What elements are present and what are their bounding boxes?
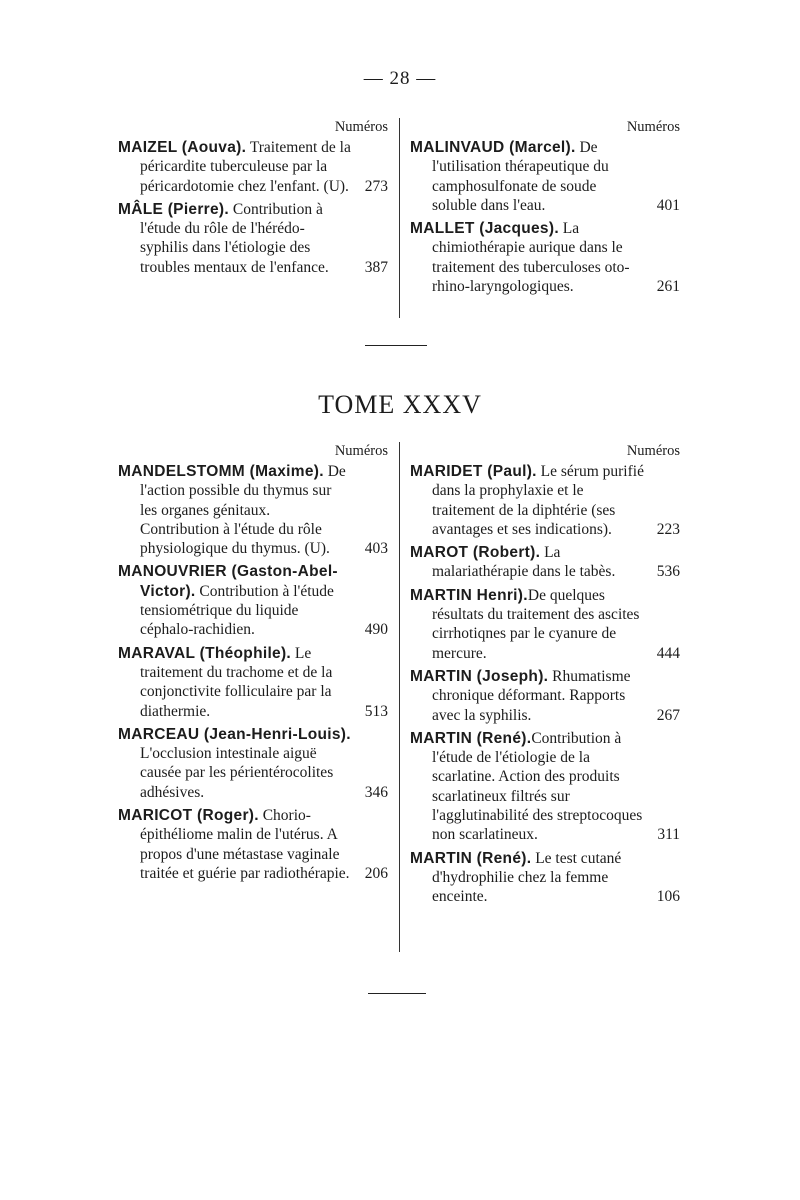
- bottom-section: [118, 442, 680, 952]
- index-entry: [410, 849, 680, 907]
- index-entry: [410, 462, 680, 539]
- thesis-number: 387: [364, 258, 388, 276]
- thesis-title: Rhumatisme chronique déformant. Rapports avec la syphilis.: [432, 667, 631, 724]
- thesis-title: Contribution à l'étude tensiométrique du liquide céphalo-rachidien.: [140, 582, 334, 639]
- author-name: MARAVAL (Théophile).: [118, 644, 292, 662]
- thesis-number: 346: [364, 783, 388, 801]
- thesis-title: Le sérum purifié dans la prophylaxie et le traitement de la diphtérie (ses avantages et ses indications).: [432, 463, 644, 538]
- thesis-title: La malariathérapie dans le tabès.: [432, 544, 616, 581]
- page-number: — 28 —: [363, 68, 437, 89]
- author-name: MARTIN (Joseph).: [410, 667, 549, 685]
- index-entry: [410, 586, 680, 663]
- thesis-title: L'occlusion intestinale aiguë causée par les périentérocolites adhésives.: [140, 745, 334, 801]
- column-header: Numéros: [626, 443, 680, 459]
- thesis-number: 206: [364, 864, 388, 882]
- author-name: MARIDET (Paul).: [410, 463, 537, 480]
- thesis-title: De quelques résultats du traitement des ascites cirrhotiqnes par le cyanure de mercure.: [432, 586, 640, 662]
- thesis-title: Contribution à l'étude du rôle de l'hérédo-syphilis dans l'étiologie des troubles mentaux de l'enfance.: [140, 200, 329, 276]
- thesis-number: 261: [656, 278, 680, 296]
- author-name: MALLET (Jacques).: [410, 220, 559, 238]
- thesis-title: Le test cutané d'hydrophilie chez la femme enceinte.: [432, 849, 622, 906]
- index-entry: [410, 667, 680, 725]
- index-entry: [410, 138, 680, 215]
- tome-heading: TOME XXXV: [318, 390, 482, 419]
- bottom-right-column: [410, 442, 680, 911]
- author-name: MARTIN (René).: [410, 729, 532, 747]
- section-divider: [365, 345, 427, 346]
- thesis-title: La chimiothérapie aurique dans le traitement des tuberculoses oto-rhino-laryngologiques.: [432, 220, 630, 296]
- thesis-title: De l'utilisation thérapeutique du camphosulfonate de soude soluble dans l'eau.: [432, 139, 609, 214]
- author-name: MAROT (Robert).: [410, 544, 541, 562]
- author-name: MANOUVRIER (Gaston-Abel-Victor).: [118, 563, 338, 600]
- thesis-number: 536: [656, 563, 680, 581]
- thesis-title: Le traitement du trachome et de la conjonctivite folliculaire par la diathermie.: [140, 644, 333, 720]
- index-entry: [118, 462, 388, 558]
- thesis-number: 267: [656, 706, 680, 724]
- thesis-title: Chorio-épithéliome malin de l'utérus. A propos d'une métastase vaginale traitée et guérie par radiothérapie.: [140, 807, 350, 882]
- thesis-title: Traitement de la péricardite tuberculeuse par la péricardotomie chez l'enfant. (U).: [140, 139, 351, 195]
- index-entry: [118, 200, 388, 277]
- top-right-column: [410, 118, 680, 300]
- column-header: Numéros: [334, 119, 388, 135]
- bottom-left-column: [118, 442, 388, 887]
- thesis-number: 444: [656, 644, 680, 662]
- thesis-number: 273: [364, 177, 388, 195]
- thesis-number: 311: [657, 826, 680, 844]
- index-entry: [118, 562, 388, 639]
- author-name: MANDELSTOMM (Maxime).: [118, 463, 324, 480]
- thesis-number: 106: [656, 888, 680, 906]
- author-name: MALINVAUD (Marcel).: [410, 139, 576, 156]
- top-section: [118, 118, 680, 318]
- thesis-number: 403: [364, 540, 388, 558]
- author-name: MARTIN (René).: [410, 849, 532, 867]
- thesis-number: 223: [656, 520, 680, 538]
- thesis-title: De l'action possible du thymus sur les organes génitaux. Contribution à l'étude du rôle physiologique du thymus. (U).: [140, 463, 346, 558]
- index-entry: [410, 219, 680, 296]
- author-name: MAIZEL (Aouva).: [118, 139, 247, 156]
- thesis-title: Contribution à l'étude de l'étiologie de la scarlatine. Action des produits scarlatineux filtrés sur l'agglutinabilité des streptocoques non scarlatineux.: [432, 729, 643, 844]
- column-header: Numéros: [626, 119, 680, 135]
- thesis-number: 490: [364, 621, 388, 639]
- author-name: MÂLE (Pierre).: [118, 200, 229, 218]
- author-name: MARICOT (Roger).: [118, 807, 259, 825]
- author-name: MARCEAU (Jean-Henri-Louis).: [118, 725, 351, 743]
- index-entry: [410, 729, 680, 845]
- column-header: Numéros: [334, 443, 388, 459]
- index-entry: [118, 806, 388, 883]
- index-entry: [118, 725, 388, 802]
- top-left-column: [118, 118, 388, 281]
- thesis-number: 401: [656, 196, 680, 214]
- index-entry: [410, 543, 680, 582]
- author-name: MARTIN Henri).: [410, 586, 528, 604]
- thesis-number: 513: [364, 702, 388, 720]
- index-entry: [118, 644, 388, 721]
- column-divider: [399, 118, 400, 318]
- index-entry: [118, 138, 388, 196]
- column-divider: [399, 442, 400, 952]
- footer-divider: [368, 993, 426, 994]
